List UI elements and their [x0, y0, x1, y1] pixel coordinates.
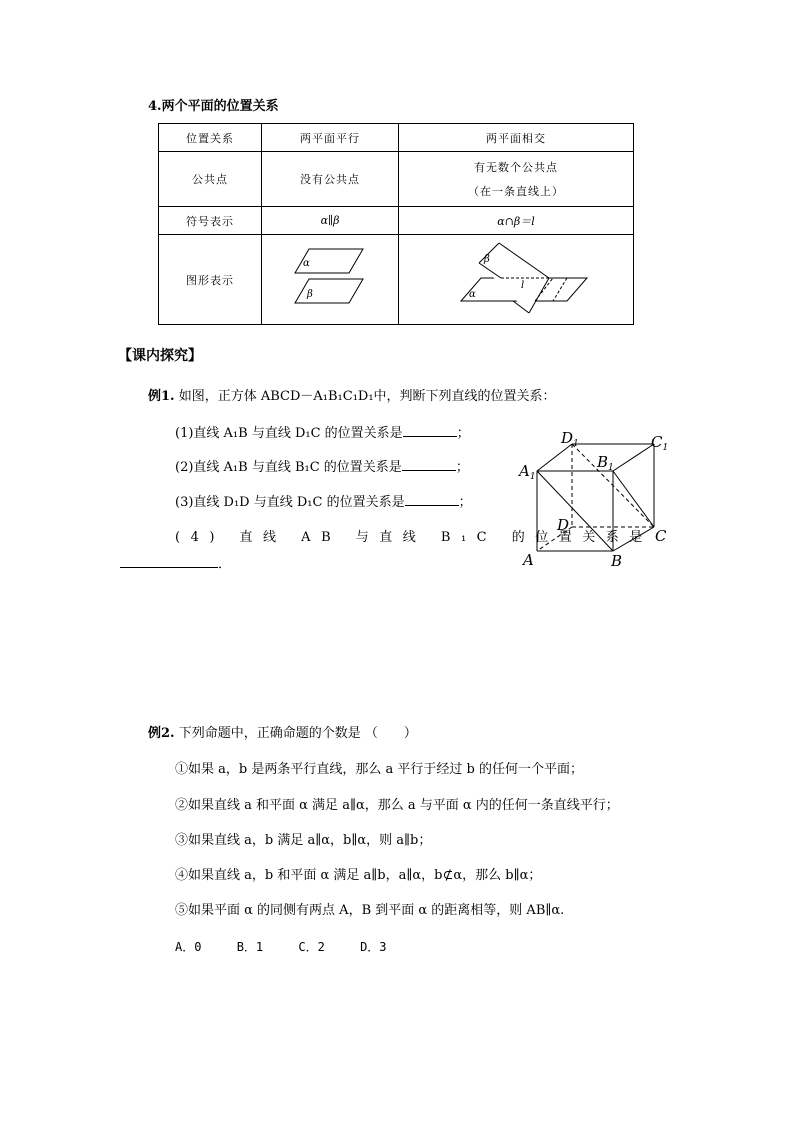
explore-title: 【课内探究】: [118, 348, 202, 364]
vertex-B1-label: $B_1$: [597, 453, 614, 473]
q4-text: (4) 直线 AB 与直线 B₁C 的位置关系是: [175, 530, 653, 545]
example1-label: 例1.: [148, 389, 175, 404]
q1-text: (1)直线 A₁B 与直线 D₁C 的位置关系是: [175, 426, 403, 441]
cell-value: α∩β＝l: [399, 207, 634, 235]
answer-blank[interactable]: [405, 505, 459, 506]
answer-blank[interactable]: [402, 470, 456, 471]
q3-text: (3)直线 D₁D 与直线 D₁C 的位置关系是: [175, 495, 405, 510]
option-b[interactable]: B．1: [236, 940, 264, 954]
proposition-1: ①如果 a，b 是两条平行直线，那么 a 平行于经过 b 的任何一个平面；: [175, 762, 583, 777]
alpha-label: α: [303, 258, 311, 269]
example1-prompt: 如图，正方体 ABCD－A₁B₁C₁D₁中，判断下列直线的位置关系：: [178, 389, 556, 404]
cell-value: 没有公共点: [262, 152, 399, 207]
proposition-2: ②如果直线 a 和平面 α 满足 a∥α，那么 a 与平面 α 内的任何一条直线平行；: [175, 798, 619, 813]
intersect-figure-cell: [399, 235, 634, 325]
table-header: 两平面平行: [262, 124, 399, 152]
example1-heading: [148, 388, 556, 406]
cell-value: α∥β: [262, 207, 399, 235]
example1-q2: [175, 459, 469, 477]
proposition-5: ⑤如果平面 α 的同侧有两点 A，B 到平面 α 的距离相等，则 AB∥α.: [175, 903, 565, 918]
table-row: [159, 207, 634, 235]
proposition-4: ④如果直线 a，b 和平面 α 满足 a∥b，a∥α，b⊄α，那么 b∥α；: [175, 868, 542, 883]
plane-relation-table: [158, 123, 634, 325]
intersecting-planes-figure: [399, 235, 633, 321]
vertex-C-label: C: [655, 527, 667, 545]
beta-label: β: [307, 289, 314, 300]
q4-end: ．: [218, 557, 232, 572]
row-label: 图形表示: [159, 235, 262, 325]
option-a[interactable]: A．0: [175, 940, 202, 954]
vertex-C1-label: $C_1$: [651, 433, 669, 453]
option-d[interactable]: D．3: [360, 940, 387, 954]
answer-blank[interactable]: [403, 436, 457, 437]
cell-line: （在一条直线上）: [468, 185, 564, 198]
row-label: 公共点: [159, 152, 262, 207]
example1-q4-answer: [120, 556, 231, 574]
beta-label: β: [484, 254, 491, 265]
vertex-A-label: A: [523, 551, 534, 569]
row-label: 符号表示: [159, 207, 262, 235]
option-c[interactable]: C．2: [298, 940, 325, 954]
table-header: 两平面相交: [399, 124, 634, 152]
answer-options: [175, 938, 387, 956]
example2-heading: [148, 725, 417, 743]
table-row: [159, 152, 634, 207]
vertex-A1-label: $A_1$: [519, 462, 536, 482]
cell-line: 有无数个公共点: [474, 161, 558, 174]
section-title: 4.两个平面的位置关系: [148, 99, 279, 114]
cube-figure: [510, 424, 680, 574]
q2-end: ；: [455, 460, 469, 475]
answer-blank[interactable]: [120, 567, 218, 568]
table-row: [159, 235, 634, 325]
alpha-label: α: [469, 289, 477, 300]
q2-text: (2)直线 A₁B 与直线 B₁C 的位置关系是: [175, 460, 402, 475]
parallel-figure-cell: [262, 235, 399, 325]
q3-end: ；: [458, 495, 472, 510]
vertex-B-label: B: [611, 552, 623, 570]
vertex-D1-label: $D_1$: [561, 429, 579, 449]
parallel-planes-figure: [263, 235, 397, 321]
table-row: [159, 124, 634, 152]
line-l-label: l: [521, 280, 526, 291]
example2-label: 例2.: [148, 726, 175, 741]
q1-end: ；: [456, 426, 470, 441]
plane-beta: [295, 279, 363, 303]
cell-value: [399, 152, 634, 207]
example1-q1: [175, 425, 470, 443]
vertex-D-label: D: [557, 516, 570, 534]
example2-prompt: 下列命题中，正确命题的个数是 （ ）: [178, 726, 417, 741]
table-header: 位置关系: [159, 124, 262, 152]
example1-q3: [175, 494, 472, 512]
proposition-3: ③如果直线 a，b 满足 a∥α，b∥α，则 a∥b；: [175, 833, 432, 848]
